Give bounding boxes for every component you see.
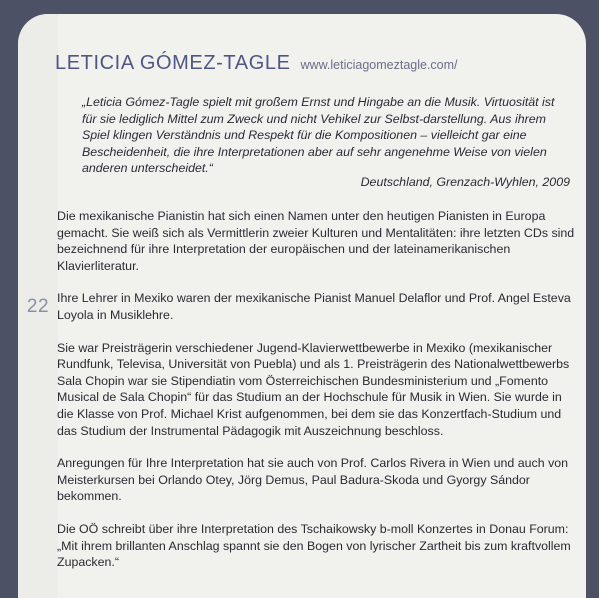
- paragraph: Anregungen für Ihre Interpretation hat sie auch von Prof. Carlos Rivera in Wien und auch von Meisterkursen bei Orlando Otey, Jörg Demus, Paul Badura-Skoda und Gyorgy Sándor bekommen.: [57, 456, 569, 504]
- biography-text: [57, 208, 577, 587]
- paragraph: Die mexikanische Pianistin hat sich einen Namen unter den heutigen Pianisten in Europa gemacht. Sie weiß sich als Vermittlerin zweier Kulturen und Mentalitäten: ihre letzten CDs sind bezeichnend für ihre Interpretation der europäischen und der lateinamerikanischen Klavierliteratur.: [57, 209, 575, 273]
- quote-source: Deutschland, Grenzach-Wyhlen, 2009: [360, 175, 570, 189]
- page-header: [55, 52, 458, 75]
- artist-name: LETICIA GÓMEZ-TAGLE: [55, 52, 291, 74]
- paragraph: Die OÖ schreibt über ihre Interpretation des Tschaikowsky b-moll Konzertes in Donau Forum: „Mit ihrem brillanten Anschlag spannt sie den Bogen von lyrischer Zartheit bis zum kraftvollem Zupacken.“: [57, 521, 571, 570]
- paragraph: Ihre Lehrer in Mexiko waren der mexikanische Pianist Manuel Delaflor und Prof. Angel Esteva Loyola in Musiklehre.: [57, 291, 571, 322]
- press-quote: „Leticia Gómez-Tagle spielt mit großem Ernst und Hingabe an die Musik. Virtuosität ist für sie lediglich Mittel zum Zweck und nicht Vehikel zur Selbst-darstellung. Aus ihrem Spiel klingen Verständnis und Respekt für die Kompositionen – vielleicht gar eine Bescheidenheit, die ihre Interpretationen aber auf sehr angenehme Weise von vielen anderen unterscheidet.“: [82, 95, 555, 176]
- page-number: 22: [26, 296, 50, 317]
- booklet-page: [18, 14, 586, 598]
- paragraph: Sie war Preisträgerin verschiedener Jugend-Klavierwettbewerbe in Mexiko (mexikanischer Rundfunk, Televisa, Universität von Puebla) und als 1. Preisträgerin des Nationalwettbewerbs Sala Chopin war sie Stipendiatin vom Österreichischen Bundesministerium und „Fomento Musical de Sala Chopin“ für das Studium an der Hochschule für Musik in Wien. Sie wurde in die Klasse von Prof. Michael Krist aufgenommen, bei dem sie das Konzertfach-Studium und das Studium der Instrumental Pädagogik mit Auszeichnung beschloss.: [57, 340, 570, 438]
- website-url: www.leticiagomeztagle.com/: [300, 58, 458, 72]
